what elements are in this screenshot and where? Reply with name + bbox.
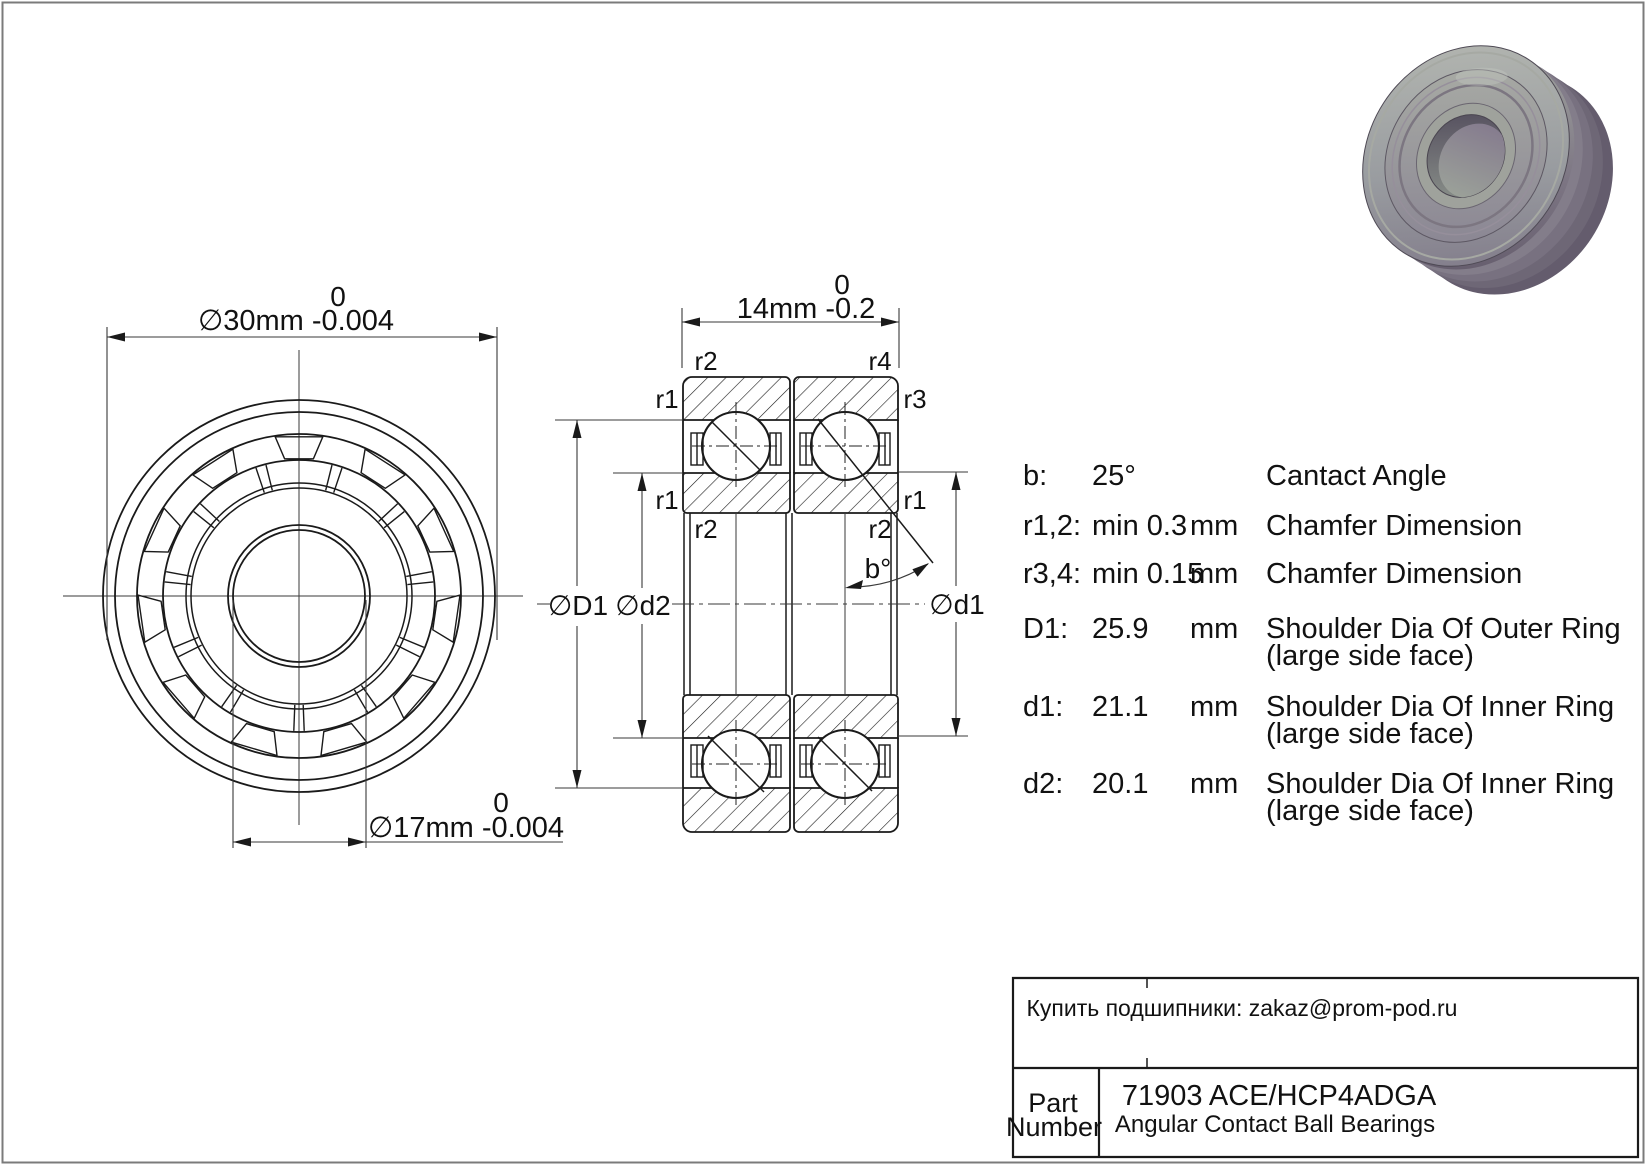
chamfer-labels [655, 346, 926, 544]
label-r2-right-lower: r2 [868, 514, 892, 544]
label-r3-right-upper: r3 [903, 384, 927, 414]
spec-value: min 0.3 [1092, 510, 1188, 542]
bore-dim-tolerance-upper: 0 [493, 787, 509, 818]
spec-desc: Chamfer Dimension [1266, 558, 1523, 590]
spec-key: d2: [1023, 768, 1064, 800]
label-r2-left-lower: r2 [694, 514, 718, 544]
spec-key: r3,4: [1023, 558, 1082, 590]
bearing-3d-render [1321, 6, 1646, 334]
spec-unit: mm [1190, 510, 1239, 542]
contact-line: Купить подшипники: zakaz@prom-pod.ru [1026, 995, 1458, 1021]
spec-unit: mm [1190, 768, 1239, 800]
spec-desc: Shoulder Dia Of Inner Ring [1266, 768, 1615, 800]
bore-dim-text: ∅17mm -0.004 [367, 812, 565, 844]
part-label-line2: Number [1005, 1112, 1103, 1142]
label-contact-angle: b° [864, 553, 892, 584]
outer-dim-tolerance-upper: 0 [330, 281, 346, 312]
spec-table [1023, 460, 1621, 827]
spec-row-b [1023, 460, 1447, 492]
label-r1-right-mid: r1 [903, 485, 927, 515]
part-label-line1: Part [1028, 1088, 1078, 1118]
label-r4-top-right: r4 [868, 346, 892, 376]
width-dim-text: 14mm -0.2 [736, 293, 876, 325]
spec-unit: mm [1190, 691, 1239, 723]
label-r1-left-upper: r1 [655, 384, 679, 414]
spec-key: d1: [1023, 691, 1064, 723]
spec-value: 20.1 [1092, 768, 1149, 800]
spec-desc2: (large side face) [1266, 718, 1474, 750]
width-dim-tolerance-upper: 0 [834, 269, 850, 300]
bearing-type: Angular Contact Ball Bearings [1114, 1111, 1436, 1138]
label-dia-d1: ∅d1 [929, 589, 985, 620]
spec-desc: Chamfer Dimension [1266, 510, 1523, 542]
spec-unit: mm [1190, 558, 1239, 590]
part-number: 71903 ACE/HCP4ADGA [1121, 1080, 1437, 1112]
spec-desc2: (large side face) [1266, 795, 1474, 827]
spec-row-r12 [1023, 510, 1522, 542]
spec-row-d2 [1023, 768, 1614, 827]
spec-desc2: (large side face) [1266, 640, 1474, 672]
spec-value: 21.1 [1092, 691, 1149, 723]
spec-row-d1 [1023, 691, 1614, 750]
spec-value: 25° [1092, 460, 1136, 492]
outer-dim-text: ∅30mm -0.004 [197, 305, 395, 337]
front-view [63, 281, 564, 848]
title-block [1006, 978, 1638, 1157]
spec-value: min 0.15 [1092, 558, 1204, 590]
spec-desc: Shoulder Dia Of Outer Ring [1266, 613, 1621, 645]
section-view [537, 269, 985, 832]
label-r1-left-mid: r1 [655, 485, 679, 515]
spec-key: r1,2: [1023, 510, 1082, 542]
label-dia-d2: ∅d2 [615, 590, 671, 621]
spec-key: D1: [1023, 613, 1069, 645]
label-dia-D1: ∅D1 [547, 590, 609, 621]
label-r2-top-left: r2 [694, 346, 718, 376]
spec-row-D1 [1023, 613, 1621, 672]
spec-desc: Cantact Angle [1266, 460, 1447, 492]
spec-value: 25.9 [1092, 613, 1149, 645]
spec-key: b: [1023, 460, 1048, 492]
spec-unit: mm [1190, 613, 1239, 645]
spec-row-r34 [1023, 558, 1522, 590]
spec-desc: Shoulder Dia Of Inner Ring [1266, 691, 1615, 723]
